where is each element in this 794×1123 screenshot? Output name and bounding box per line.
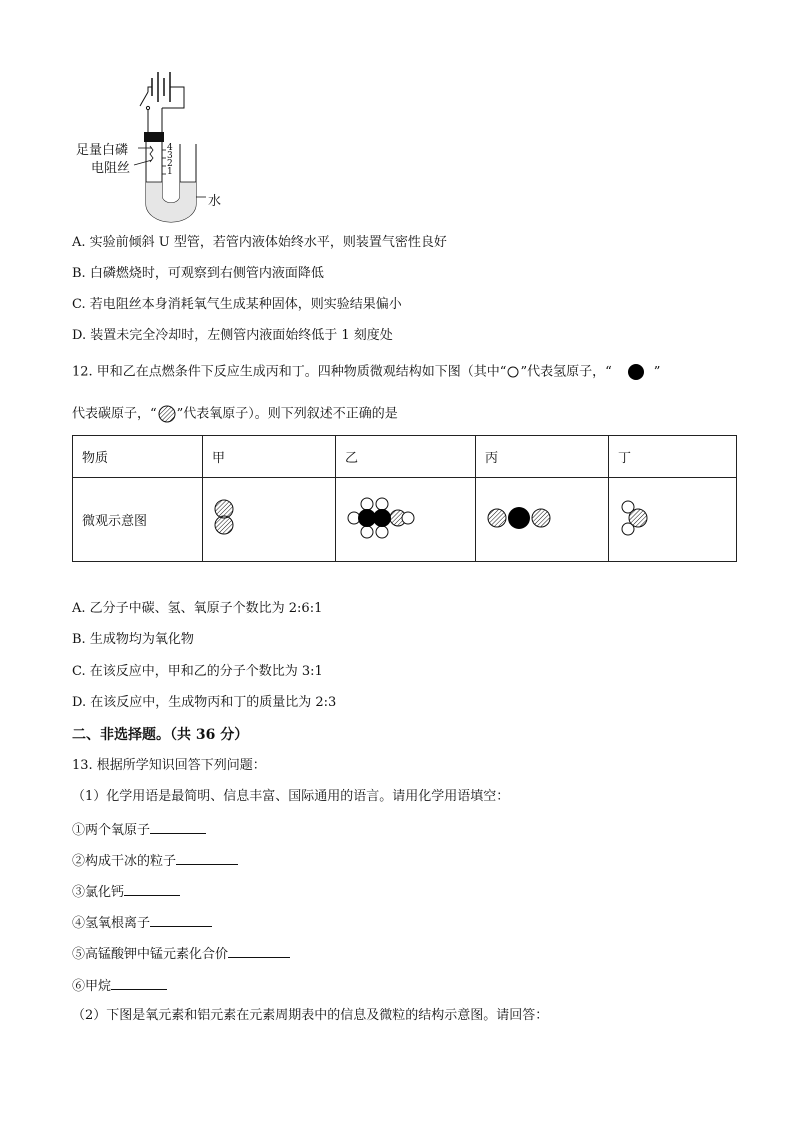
header-substance: 物质	[73, 436, 203, 478]
q13-item-5	[72, 943, 290, 965]
q12-stem-a: 12. 甲和乙在点燃条件下反应生成丙和丁。四种物质微观结构如下图（其中“	[72, 364, 507, 380]
q12-stem-d: 代表碳原子，“	[72, 406, 157, 422]
q13-item-4-label: ④氢氧根离子	[72, 916, 151, 931]
q12-option-a: A. 乙分子中碳、氢、氧原子个数比为 2:6:1	[72, 601, 323, 616]
table-header-row	[73, 436, 737, 478]
header-yi: 乙	[336, 436, 476, 478]
q13-item-6	[72, 975, 167, 997]
q11-option-b: B. 白磷燃烧时，可观察到右侧管内液面降低	[72, 266, 324, 281]
co2-molecule-icon	[485, 493, 565, 543]
q12-stem-c: ”	[653, 364, 661, 380]
q12-option-c: C. 在该反应中，甲和乙的分子个数比为 3:1	[72, 664, 323, 679]
oxygen-atom-icon	[157, 404, 177, 424]
molecule-bing	[476, 478, 609, 562]
q12-stem-line2	[72, 404, 398, 425]
q13-item-4	[72, 912, 212, 934]
o2-molecule-icon	[212, 493, 252, 543]
table-diagram-row	[73, 478, 737, 562]
q12-stem-b: ”代表氢原子，“	[520, 364, 612, 380]
q13-item-6-label: ⑥甲烷	[72, 979, 112, 994]
answer-blank-5[interactable]	[228, 943, 290, 958]
section-heading: 二、非选择题。（共 36 分）	[72, 727, 249, 743]
answer-blank-4[interactable]	[150, 912, 212, 927]
q13-item-3	[72, 881, 180, 903]
q13-item-2	[72, 850, 238, 872]
q11-option-a: A. 实验前倾斜 U 型管，若管内液体始终水平，则装置气密性良好	[72, 235, 447, 250]
q12-option-b: B. 生成物均为氧化物	[72, 632, 194, 647]
q13-part1: （1）化学用语是最简明、信息丰富、国际通用的语言。请用化学用语填空：	[72, 789, 510, 804]
q13-item-5-label: ⑤高锰酸钾中锰元素化合价	[72, 947, 229, 962]
molecule-jia	[203, 478, 336, 562]
q13-part2: （2）下图是氧元素和铝元素在元素周期表中的信息及微粒的结构示意图。请回答：	[72, 1008, 549, 1023]
apparatus-figure	[72, 66, 252, 226]
header-bing: 丙	[476, 436, 609, 478]
scale-3: 3	[167, 151, 173, 161]
ethanol-molecule-icon	[345, 493, 425, 543]
molecule-ding	[609, 478, 737, 562]
molecule-table	[72, 435, 737, 562]
q13-item-2-label: ②构成干冰的粒子	[72, 854, 177, 869]
label-phosphorus: 足量白磷	[76, 143, 129, 158]
answer-blank-6[interactable]	[111, 975, 167, 990]
answer-blank-1[interactable]	[150, 819, 206, 834]
molecule-yi	[336, 478, 476, 562]
q13-intro: 13. 根据所学知识回答下列问题：	[72, 758, 266, 773]
scale-2: 2	[167, 159, 173, 169]
q11-option-d: D. 装置未完全冷却时，左侧管内液面始终低于 1 刻度处	[72, 328, 393, 343]
h2o-molecule-icon	[618, 493, 668, 543]
q12-stem-e: ”代表氧原子）。则下列叙述不正确的是	[176, 406, 398, 422]
header-ding: 丁	[609, 436, 737, 478]
scale-1: 1	[167, 167, 173, 177]
q11-option-c: C. 若电阻丝本身消耗氧气生成某种固体，则实验结果偏小	[72, 297, 402, 312]
q13-item-1-label: ①两个氧原子	[72, 823, 151, 838]
q12-stem-line1	[72, 362, 660, 383]
hydrogen-atom-icon	[506, 365, 520, 379]
carbon-atom-icon	[626, 362, 646, 382]
label-water: 水	[208, 194, 222, 209]
q12-option-d: D. 在该反应中，生成物丙和丁的质量比为 2:3	[72, 695, 337, 710]
answer-blank-3[interactable]	[124, 881, 180, 896]
answer-blank-2[interactable]	[176, 850, 238, 865]
row-label-diagram: 微观示意图	[73, 478, 203, 562]
q13-item-1	[72, 819, 206, 841]
scale-4: 4	[167, 143, 173, 153]
header-jia: 甲	[203, 436, 336, 478]
label-wire: 电阻丝	[91, 161, 131, 176]
q13-item-3-label: ③氯化钙	[72, 885, 125, 900]
